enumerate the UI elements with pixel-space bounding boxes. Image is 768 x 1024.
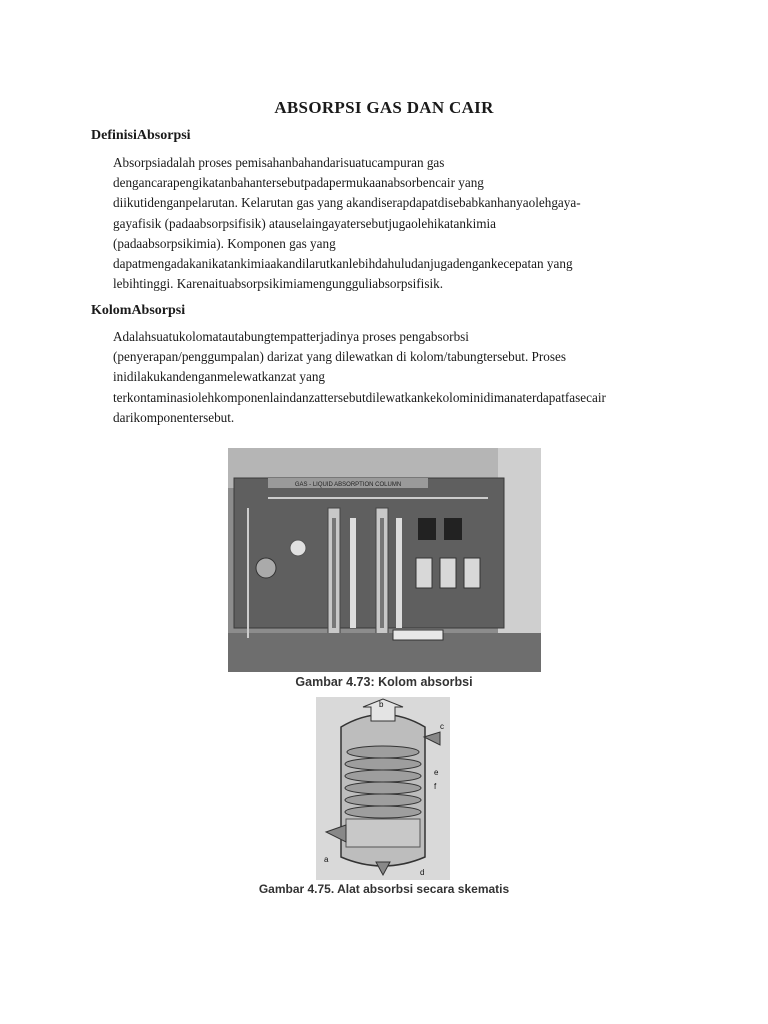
paragraph-line: darikomponentersebut.: [113, 409, 235, 425]
label-f: f: [434, 782, 437, 791]
paragraph-line: Absorpsiadalah proses pemisahanbahandarisuatucampuran gas: [113, 155, 445, 170]
figure-caption-1: Gambar 4.73: Kolom absorbsi: [295, 675, 473, 689]
paragraph-line: (penyerapan/penggumpalan) darizat yang dilewatkan di kolom/tabungtersebut. Proses: [113, 349, 566, 365]
paragraph-line: Adalahsuatukolomatautabungtempatterjadinya proses pengabsorbsi: [113, 329, 469, 344]
absorption-column-photo: [228, 448, 541, 672]
label-e: e: [434, 768, 439, 777]
label-c: c: [440, 722, 444, 731]
section-heading-definisi: DefinisiAbsorpsi: [91, 128, 191, 143]
panel-label: GAS - LIQUID ABSORPTION COLUMN: [294, 482, 402, 488]
paragraph-line: lebihtinggi. Karenaituabsorpsikimiamengungguliabsorpsifisik.: [113, 276, 444, 292]
absorption-column-illustration: [228, 448, 541, 672]
document-title: ABSORPSI GAS DAN CAIR: [274, 98, 494, 117]
paragraph-kolom: [113, 327, 673, 428]
section-heading-kolom: KolomAbsorpsi: [91, 303, 186, 318]
paragraph-line: gayafisik (padaabsorpsifisik) atauselaingayatersebutjugaolehikatankimia: [113, 215, 497, 231]
label-a: a: [324, 855, 329, 864]
label-d: d: [420, 868, 425, 877]
absorber-schematic-illustration: [316, 697, 450, 880]
label-b: b: [379, 700, 384, 709]
paragraph-line: terkontaminasiolehkomponenlaindanzattersebutdilewatkankekolominidimanaterdapatfasecair: [113, 389, 606, 405]
paragraph-line: inidilakukandenganmelewatkanzat yang: [113, 369, 326, 385]
figure-caption-2: Gambar 4.75. Alat absorbsi secara skematis: [258, 882, 510, 896]
paragraph-line: diikutidenganpelarutan. Kelarutan gas yang akandiserapdapatdisebabkanhanyaolehgaya-: [113, 195, 581, 211]
paragraph-line: dengancarapengikatanbahantersebutpadapermukaanabsorbencair yang: [113, 175, 484, 191]
absorber-schematic: [316, 697, 450, 880]
paragraph-line: dapatmengadakanikatankimiaakandilarutkanlebihdahuludanjugadengankecepatan yang: [113, 256, 573, 272]
paragraph-definisi: [113, 153, 673, 294]
paragraph-line: (padaabsorpsikimia). Komponen gas yang: [113, 235, 336, 251]
